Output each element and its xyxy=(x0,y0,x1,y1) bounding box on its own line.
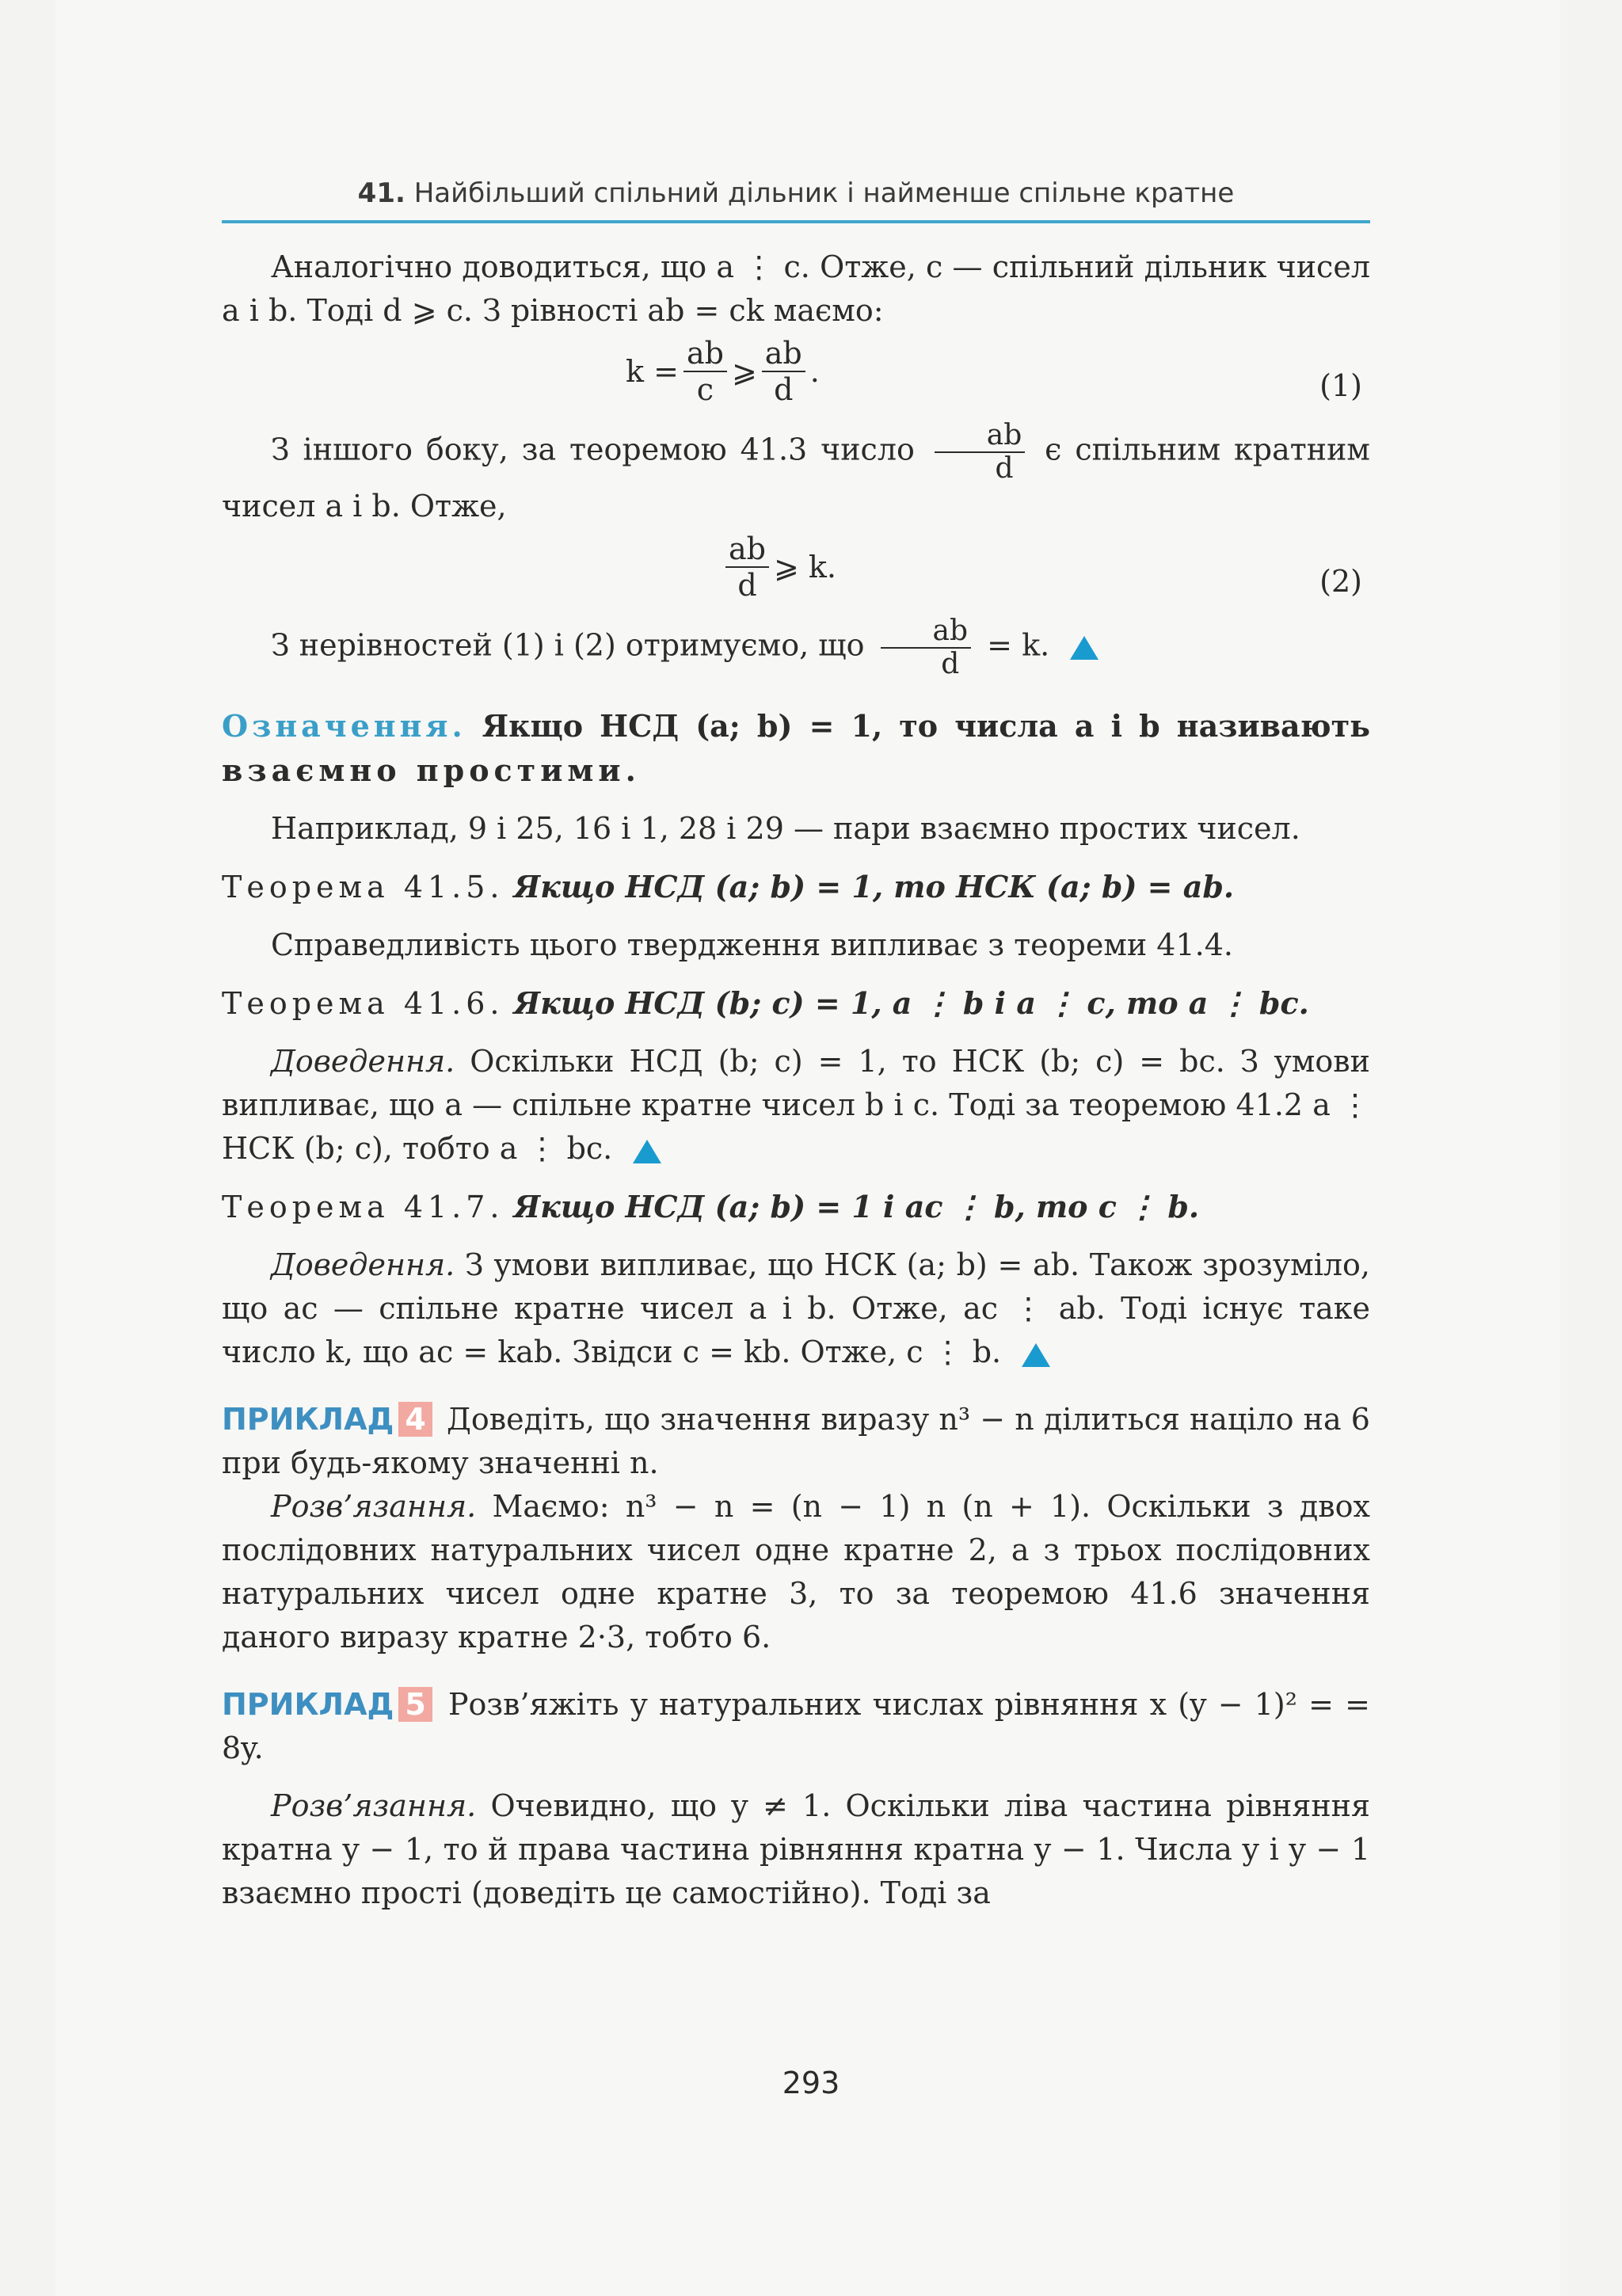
paragraph-2 xyxy=(222,420,1370,528)
fraction-denominator: d xyxy=(737,568,757,603)
theorem-41-6 xyxy=(222,981,1370,1026)
fraction-denominator: c xyxy=(696,372,714,407)
formula-1-fraction-2 xyxy=(762,336,805,407)
theorem-41-6-label: Теорема 41.6. xyxy=(222,986,504,1021)
example-4-text: Доведіть, що значення виразу n³ − n ділиться націло на 6 при будь-якому значенні n. xyxy=(222,1402,1370,1480)
formula-1-lhs: k = xyxy=(626,353,679,389)
example-5 xyxy=(222,1683,1370,1770)
proof-41-6 xyxy=(222,1040,1370,1171)
solution-5-label: Розв’язання. xyxy=(271,1788,477,1823)
solution-4-label: Розв’язання. xyxy=(271,1489,477,1524)
proof-41-6-label: Доведення. xyxy=(271,1044,455,1079)
formula-2 xyxy=(222,528,1370,615)
fraction-numerator: ab xyxy=(725,531,769,568)
end-of-proof-triangle-icon xyxy=(633,1140,661,1163)
formula-2-body xyxy=(721,531,836,603)
example-5-text: Розв’яжіть у натуральних числах рівняння x (y − 1)² = = 8y. xyxy=(222,1687,1370,1765)
theorem-41-5 xyxy=(222,865,1370,909)
chapter-header xyxy=(222,166,1370,223)
fraction-denominator: d xyxy=(995,452,1014,485)
paragraph-3-part-1: З нерівностей (1) і (2) отримуємо, що xyxy=(271,627,865,663)
page-number: 293 xyxy=(782,2066,840,2100)
formula-1-fraction-1 xyxy=(683,336,727,407)
proof-41-7 xyxy=(222,1243,1370,1374)
fraction-numerator: ab xyxy=(683,336,727,372)
proof-41-7-text: З умови випливає, що НСК (a; b) = ab. Також зрозуміло, що ac — спільне кратне чисел a і b. Отже, ac ⋮ ab. Тоді існує таке число k, що ac = kab. Звідси c = kb. Отже, c ⋮ b. xyxy=(222,1247,1370,1369)
theorem-41-7-text: Якщо НСД (a; b) = 1 і ac ⋮ b, то c ⋮ b. xyxy=(513,1189,1200,1224)
proof-41-6-text: Оскільки НСД (b; c) = 1, то НСК (b; c) = bc. З умови випливає, що a — спільне кратне чисел b і c. Тоді за теоремою 41.2 a ⋮ НСК (b; c), тобто a ⋮ bc. xyxy=(222,1044,1370,1166)
definition-label: Означення. xyxy=(222,708,466,744)
example-4-badge: ПРИКЛАД xyxy=(222,1402,394,1437)
theorem-41-6-text: Якщо НСД (b; c) = 1, a ⋮ b і a ⋮ c, то a ⋮ bc. xyxy=(513,985,1309,1021)
equation-label-2: (2) xyxy=(1319,564,1362,599)
example-4 xyxy=(222,1398,1370,1485)
solution-5-text: Очевидно, що y ≠ 1. Оскільки ліва частина рівняння кратна y − 1, то й права частина рівняння кратна y − 1. Числа y і y − 1 взаємно прості (доведіть це самостійно). Тоді за xyxy=(222,1788,1370,1910)
solution-4-text: Маємо: n³ − n = (n − 1) n (n + 1). Оскільки з двох послідовних натуральних чисел одне кратне 2, а з трьох послідовних натуральних чисел одне кратне 3, то за теоремою 41.6 значення даного виразу кратне 2·3, тобто 6. xyxy=(222,1489,1370,1654)
paragraph-4: Наприклад, 9 і 25, 16 і 1, 28 і 29 — пари взаємно простих чисел. xyxy=(271,811,1300,846)
formula-1-body xyxy=(626,336,820,407)
formula-1 xyxy=(222,333,1370,420)
fraction-numerator: ab xyxy=(935,420,1026,453)
paragraph-2-fraction xyxy=(935,420,1026,485)
theorem-41-5-text: Якщо НСД (a; b) = 1, то НСК (a; b) = ab. xyxy=(513,869,1235,904)
paragraph-1-line-1: Аналогічно доводиться, що a ⋮ c. Отже, c — спільний дільник xyxy=(271,249,1267,284)
paragraph-3-fraction xyxy=(881,615,972,680)
example-4-number: 4 xyxy=(398,1402,432,1437)
formula-1-operator: ⩾ xyxy=(731,353,757,389)
solution-5 xyxy=(222,1784,1370,1915)
definition-term: взаємно простими. xyxy=(222,752,641,788)
paragraph-2-part-1: З іншого боку, за теоремою 41.3 число xyxy=(271,432,915,467)
paragraph-3 xyxy=(222,615,1370,680)
fraction-denominator: d xyxy=(774,372,794,407)
formula-1-tail: . xyxy=(809,353,820,389)
end-of-proof-triangle-icon xyxy=(1070,636,1098,660)
theorem-41-7 xyxy=(222,1185,1370,1229)
equation-label-1: (1) xyxy=(1319,368,1362,403)
fraction-numerator: ab xyxy=(881,615,972,649)
paragraph-2-part-2: є спільним кратним xyxy=(1045,432,1370,467)
theorem-41-7-label: Теорема 41.7. xyxy=(222,1190,504,1224)
header-rule xyxy=(222,220,1370,223)
fraction-denominator: d xyxy=(941,648,960,680)
section-title: Найбільший спільний дільник і найменше спільне кратне xyxy=(413,177,1235,209)
example-5-badge: ПРИКЛАД xyxy=(222,1687,394,1722)
formula-2-fraction xyxy=(725,531,769,603)
definition-text: Якщо НСД (a; b) = 1, то числа a і b називають xyxy=(482,708,1370,744)
proof-41-7-label: Доведення. xyxy=(271,1247,455,1282)
formula-2-rhs: ⩾ k. xyxy=(773,549,837,584)
header-text xyxy=(222,177,1370,209)
section-number: 41. xyxy=(357,177,406,209)
fraction-numerator: ab xyxy=(762,336,805,372)
paragraph-5: Справедливість цього твердження випливає з теореми 41.4. xyxy=(271,927,1233,962)
paragraph-3-part-2: = k. xyxy=(987,627,1050,663)
definition xyxy=(222,704,1370,793)
paragraph-1 xyxy=(222,246,1370,333)
theorem-41-5-label: Теорема 41.5. xyxy=(222,870,504,904)
paragraph-1-line-2: чисел a і b. Тоді d ⩾ c. З рівності ab = ck маємо: xyxy=(222,249,1370,328)
end-of-proof-triangle-icon xyxy=(1022,1343,1050,1367)
page-content xyxy=(222,246,1370,1915)
example-5-number: 5 xyxy=(398,1687,432,1722)
solution-4 xyxy=(222,1485,1370,1659)
paragraph-2-line-2: чисел a і b. Отже, xyxy=(222,489,507,524)
